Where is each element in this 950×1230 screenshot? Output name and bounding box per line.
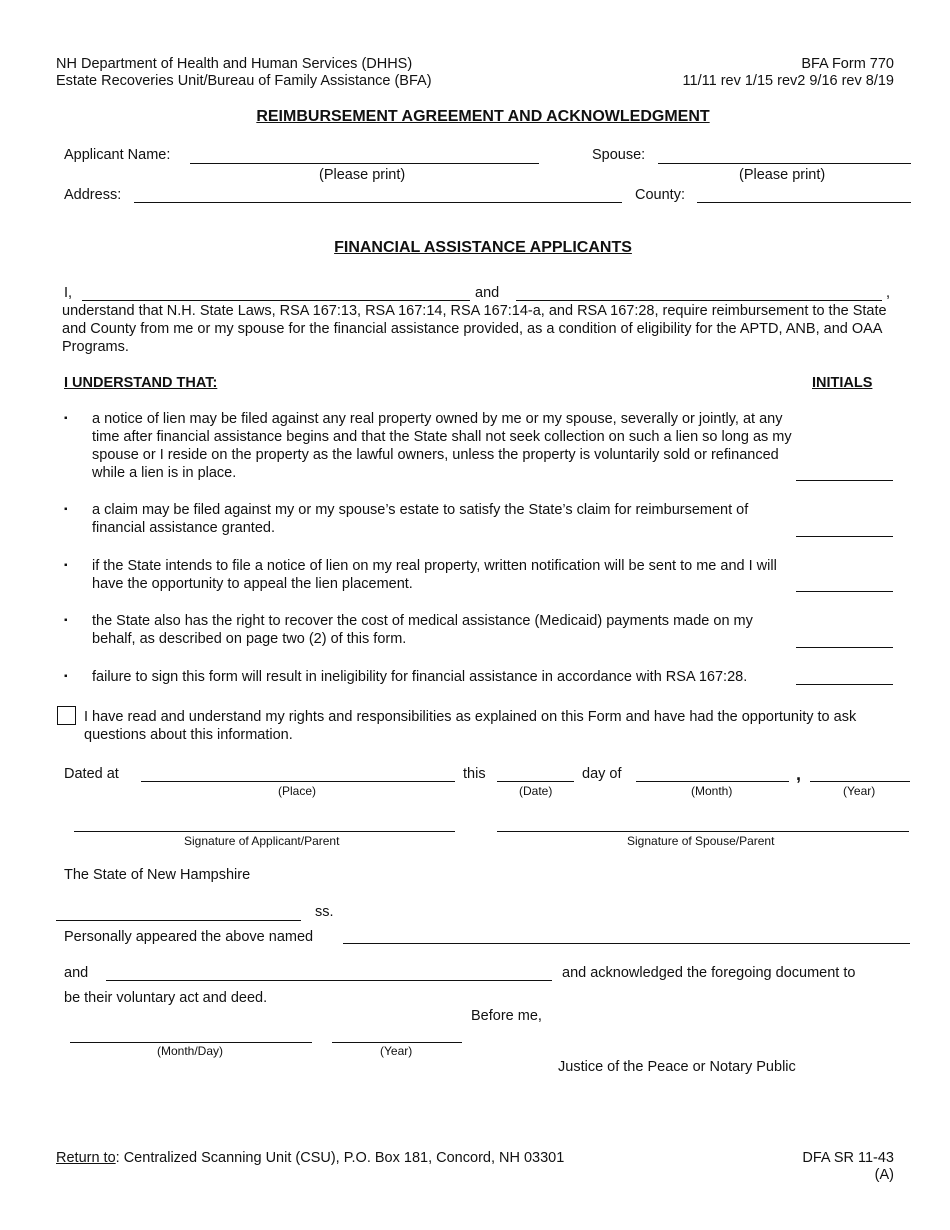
- form-code: DFA SR 11-43: [802, 1150, 894, 1166]
- state-label: The State of New Hampshire: [64, 867, 251, 883]
- address-label: Address:: [64, 187, 122, 203]
- return-address: [56, 1150, 564, 1166]
- section-title: FINANCIAL ASSISTANCE APPLICANTS: [334, 239, 632, 256]
- year-field[interactable]: [810, 781, 910, 782]
- return-address-text: : Centralized Scanning Unit (CSU), P.O. Box 181, Concord, NH 03301: [115, 1150, 565, 1166]
- county-label: County:: [635, 187, 685, 203]
- understand-item-1: a notice of lien may be filed against any real property owned by me or my spouse, severally or jointly, at any time after financial assistance begins and that the State shall not seek collection on such a lien so long as my spouse or I reside on the property as the lawful owners, unless the property is voluntarily sold or refinanced while a lien is in place.: [92, 411, 792, 481]
- applicant-signature-caption: Signature of Applicant/Parent: [184, 834, 340, 848]
- return-to-label: Return to: [56, 1150, 116, 1166]
- dated-at-label: Dated at: [64, 766, 119, 782]
- initials-field-1[interactable]: [796, 480, 893, 481]
- bullet-icon: ▪: [64, 671, 68, 682]
- and-label-notary: and: [64, 965, 89, 981]
- county-ss-field[interactable]: [56, 920, 301, 921]
- understand-item-3: if the State intends to file a notice of lien on my real property, written notification will be sent to me and I will have the opportunity to appeal the lien placement.: [92, 558, 777, 592]
- initials-field-3[interactable]: [796, 591, 893, 592]
- form-number: BFA Form 770: [801, 56, 894, 72]
- date-caption: (Date): [519, 784, 553, 798]
- month-caption: (Month): [691, 784, 733, 798]
- day-of-label: day of: [582, 766, 622, 782]
- month-field[interactable]: [636, 781, 789, 782]
- initials-heading: INITIALS: [812, 375, 873, 391]
- spouse-label: Spouse:: [592, 147, 646, 163]
- year-caption: (Year): [843, 784, 876, 798]
- month-day-caption: (Month/Day): [157, 1044, 224, 1058]
- bullet-icon: ▪: [64, 504, 68, 515]
- appeared-name-field[interactable]: [343, 943, 910, 944]
- ss-label: ss.: [315, 904, 334, 920]
- address-field[interactable]: [134, 202, 622, 203]
- department-name: NH Department of Health and Human Services (DHHS): [56, 56, 413, 72]
- bullet-icon: ▪: [64, 413, 68, 424]
- bullet-icon: ▪: [64, 560, 68, 571]
- justice-caption: Justice of the Peace or Notary Public: [558, 1059, 796, 1075]
- voluntary-text: be their voluntary act and deed.: [64, 990, 268, 1006]
- place-field[interactable]: [141, 781, 455, 782]
- page-title: REIMBURSEMENT AGREEMENT AND ACKNOWLEDGMENT: [256, 108, 710, 125]
- form-revision: 11/11 rev 1/15 rev2 9/16 rev 8/19: [682, 73, 894, 89]
- applicant-name-field[interactable]: [190, 163, 539, 164]
- acknowledge-checkbox[interactable]: [57, 706, 76, 725]
- before-me-label: Before me,: [471, 1008, 542, 1024]
- applicant-name-label: Applicant Name:: [64, 147, 171, 163]
- applicant-statement-name-field[interactable]: [82, 300, 470, 301]
- month-day-field[interactable]: [70, 1042, 312, 1043]
- spouse-statement-name-field[interactable]: [516, 300, 882, 301]
- bullet-icon: ▪: [64, 615, 68, 626]
- form-code-sub: (A): [874, 1167, 894, 1183]
- date-field[interactable]: [497, 781, 574, 782]
- initials-field-5[interactable]: [796, 684, 893, 685]
- notary-year-caption: (Year): [380, 1044, 413, 1058]
- acknowledged-text: and acknowledged the foregoing document to: [562, 965, 856, 981]
- date-comma: ,: [796, 764, 802, 784]
- initials-field-2[interactable]: [796, 536, 893, 537]
- understand-heading: I UNDERSTAND THAT:: [64, 375, 218, 391]
- comma: ,: [886, 285, 891, 301]
- unit-name: Estate Recoveries Unit/Bureau of Family Assistance (BFA): [56, 73, 432, 89]
- place-caption: (Place): [278, 784, 317, 798]
- spouse-signature-field[interactable]: [497, 831, 909, 832]
- this-label: this: [463, 766, 486, 782]
- understand-item-5: failure to sign this form will result in ineligibility for financial assistance in accordance with RSA 167:28.: [92, 669, 748, 685]
- acknowledge-text: I have read and understand my rights and responsibilities as explained on this Form and have had the opportunity to ask questions about this information.: [84, 709, 857, 743]
- understand-item-4: the State also has the right to recover the cost of medical assistance (Medicaid) payments made on my behalf, as described on page two (2) of this form.: [92, 613, 753, 647]
- spouse-name-field[interactable]: [658, 163, 911, 164]
- understand-item-2: a claim may be filed against my or my spouse’s estate to satisfy the State’s claim for reimbursement of financial assistance granted.: [92, 502, 749, 536]
- county-field[interactable]: [697, 202, 911, 203]
- and-label: and: [475, 285, 500, 301]
- appeared-label: Personally appeared the above named: [64, 929, 314, 945]
- please-print-hint: (Please print): [739, 167, 826, 183]
- notary-year-field[interactable]: [332, 1042, 462, 1043]
- applicant-signature-field[interactable]: [74, 831, 455, 832]
- i-label: I,: [64, 285, 73, 301]
- statement-text: understand that N.H. State Laws, RSA 167:13, RSA 167:14, RSA 167:14-a, and RSA 167:28, require reimbursement to the State and County from me or my spouse for the financial assistance provided, as a condition of eligibility for the APTD, ANB, and OAA Programs.: [62, 303, 887, 355]
- please-print-hint: (Please print): [319, 167, 406, 183]
- spouse-signature-caption: Signature of Spouse/Parent: [627, 834, 775, 848]
- second-name-field[interactable]: [106, 980, 552, 981]
- initials-field-4[interactable]: [796, 647, 893, 648]
